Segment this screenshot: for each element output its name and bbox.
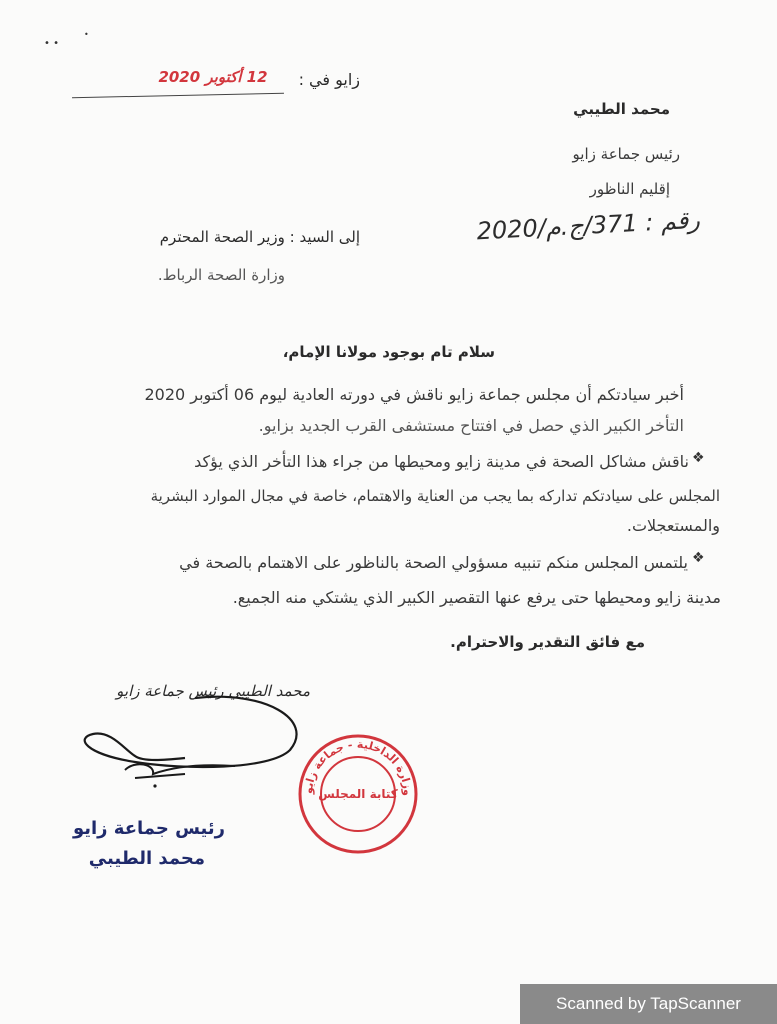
bullet-2-line: يلتمس المجلس منكم تنبيه مسؤولي الصحة بالناظور على الاهتمام بالصحة في bbox=[179, 553, 688, 572]
date-underline bbox=[72, 93, 284, 98]
signature-caption: محمد الطيبي رئيس جماعة زايو bbox=[116, 682, 310, 700]
seal-inner-text: كتابة المجلس bbox=[318, 787, 398, 801]
date-label: زايو في : bbox=[298, 70, 360, 89]
recipient-ministry: وزارة الصحة الرباط. bbox=[157, 266, 285, 284]
letter-closing: مع فائق التقدير والاحترام. bbox=[450, 633, 645, 651]
sender-name: محمد الطيبي bbox=[573, 100, 670, 118]
stamp-name: محمد الطيبي bbox=[88, 848, 205, 869]
handwritten-signature bbox=[75, 690, 315, 790]
stamp-title: رئيس جماعة زايو bbox=[72, 818, 225, 839]
paragraph-1-line: التأخر الكبير الذي حصل في افتتاح مستشفى القرب الجديد بزايو. bbox=[258, 416, 684, 435]
recipient-line: إلى السيد : وزير الصحة المحترم bbox=[159, 228, 360, 246]
reference-number: رقم : 371/ج.م/2020 bbox=[475, 205, 701, 246]
scan-speck: • • bbox=[44, 38, 59, 49]
scan-speck: • bbox=[84, 30, 89, 39]
bullet-1-line: والمستعجلات. bbox=[626, 516, 720, 535]
bullet-2-line: مدينة زايو ومحيطها حتى يرفع عنها التقصير الكبير الذي يشتكي منه الجميع. bbox=[232, 588, 721, 607]
paragraph-1-line: أخبر سيادتكم أن مجلس جماعة زايو ناقش في دورته العادية ليوم 06 أكتوبر 2020 bbox=[144, 385, 684, 404]
bullet-diamond-icon: ❖ bbox=[692, 550, 705, 566]
bullet-1-line: ناقش مشاكل الصحة في مدينة زايو ومحيطها من جراء هذا التأخر الذي يؤكد bbox=[194, 452, 689, 471]
letter-greeting: سلام تام بوجود مولانا الإمام، bbox=[282, 343, 495, 361]
bullet-diamond-icon: ❖ bbox=[692, 450, 705, 466]
official-seal bbox=[296, 732, 420, 856]
bullet-1-line: المجلس على سيادتكم تداركه بما يجب من العناية والاهتمام، خاصة في مجال الموارد البشرية bbox=[150, 487, 720, 505]
province: إقليم الناظور bbox=[589, 180, 670, 198]
seal-outer-text: وزارة الداخلية - جماعة زايو bbox=[301, 737, 415, 797]
date-value: 12 أكتوبر 2020 bbox=[158, 68, 268, 86]
sender-title: رئيس جماعة زايو bbox=[572, 145, 680, 163]
scanner-watermark-label: Scanned by TapScanner bbox=[556, 994, 741, 1013]
